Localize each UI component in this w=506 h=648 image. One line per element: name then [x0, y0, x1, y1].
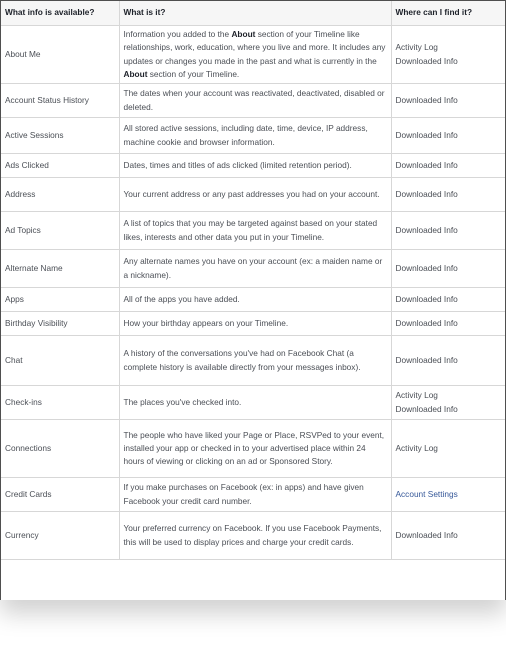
row-location	[391, 118, 505, 154]
location-label: Downloaded Info	[395, 529, 458, 540]
row-info-name: Apps	[1, 288, 119, 312]
header-what-info: What info is available?	[1, 1, 119, 26]
table-row	[1, 420, 505, 478]
table-row	[1, 118, 505, 154]
row-location	[391, 26, 505, 84]
location-label: Activity Log	[395, 390, 438, 401]
table-row	[1, 178, 505, 212]
table-row	[1, 512, 505, 560]
description-text: section of your Timeline.	[147, 68, 240, 79]
row-description: How your birthday appears on your Timeline.	[119, 312, 391, 336]
location-label: Downloaded Info	[395, 94, 458, 105]
row-info-name: Account Status History	[1, 84, 119, 118]
row-location	[391, 288, 505, 312]
row-info-name: Ads Clicked	[1, 154, 119, 178]
table-row	[1, 288, 505, 312]
row-info-name: Address	[1, 178, 119, 212]
description-emphasis: About	[231, 28, 256, 39]
row-info-name: Chat	[1, 336, 119, 386]
location-label: Downloaded Info	[395, 55, 458, 66]
table-row	[1, 84, 505, 118]
row-location	[391, 154, 505, 178]
row-location	[391, 250, 505, 288]
row-description: If you make purchases on Facebook (ex: in apps) and have given Facebook your credit card number.	[119, 478, 391, 512]
header-what-is-it: What is it?	[119, 1, 391, 26]
location-label: Downloaded Info	[395, 129, 458, 140]
location-label: Activity Log	[395, 42, 438, 53]
row-location	[391, 478, 505, 512]
row-info-name: Credit Cards	[1, 478, 119, 512]
location-label: Downloaded Info	[395, 403, 458, 414]
row-description: The dates when your account was reactivated, deactivated, disabled or deleted.	[119, 84, 391, 118]
row-description: Your preferred currency on Facebook. If you use Facebook Payments, this will be used to display prices and charge your credit cards.	[119, 512, 391, 560]
row-location	[391, 386, 505, 420]
location-label: Downloaded Info	[395, 317, 458, 328]
row-info-name: Connections	[1, 420, 119, 478]
row-description: Any alternate names you have on your account (ex: a maiden name or a nickname).	[119, 250, 391, 288]
row-info-name: Birthday Visibility	[1, 312, 119, 336]
location-label: Downloaded Info	[395, 293, 458, 304]
row-location	[391, 212, 505, 250]
row-description: All of the apps you have added.	[119, 288, 391, 312]
row-location	[391, 336, 505, 386]
row-description	[119, 26, 391, 84]
row-info-name: Alternate Name	[1, 250, 119, 288]
location-label: Downloaded Info	[395, 354, 458, 365]
row-description: All stored active sessions, including date, time, device, IP address, machine cookie and browser information.	[119, 118, 391, 154]
row-location	[391, 84, 505, 118]
table-row	[1, 250, 505, 288]
row-location	[391, 420, 505, 478]
info-table	[1, 1, 505, 560]
account-settings-link[interactable]: Account Settings	[395, 488, 458, 499]
row-description: Your current address or any past addresses you had on your account.	[119, 178, 391, 212]
row-location	[391, 512, 505, 560]
table-row	[1, 386, 505, 420]
location-label: Downloaded Info	[395, 159, 458, 170]
location-label: Activity Log	[395, 442, 438, 453]
table-row	[1, 478, 505, 512]
row-info-name: Ad Topics	[1, 212, 119, 250]
location-label: Downloaded Info	[395, 224, 458, 235]
table-row	[1, 336, 505, 386]
table-row	[1, 312, 505, 336]
row-description: The places you've checked into.	[119, 386, 391, 420]
row-description: Dates, times and titles of ads clicked (limited retention period).	[119, 154, 391, 178]
row-info-name: Currency	[1, 512, 119, 560]
row-description: A list of topics that you may be targeted against based on your stated likes, interests and other data you put in your Timeline.	[119, 212, 391, 250]
description-emphasis: About	[123, 68, 148, 79]
location-label: Downloaded Info	[395, 188, 458, 199]
row-info-name: Active Sessions	[1, 118, 119, 154]
table-row	[1, 26, 505, 84]
description-text: Information you added to the	[123, 28, 232, 39]
table-row	[1, 212, 505, 250]
location-label: Downloaded Info	[395, 262, 458, 273]
row-location	[391, 178, 505, 212]
row-info-name: About Me	[1, 26, 119, 84]
row-description: The people who have liked your Page or Place, RSVPed to your event, installed your app or checked in to your advertised place within 24 hours of viewing or clicking on an ad or Sponsored Story.	[119, 420, 391, 478]
header-where-find: Where can I find it?	[391, 1, 505, 26]
row-info-name: Check-ins	[1, 386, 119, 420]
description-text: section of your Timeline like relationships, work, education, where you live and more. It includes any updates or changes you made in the past and what is currently in the	[123, 28, 386, 66]
row-description: A history of the conversations you've had on Facebook Chat (a complete history is available directly from your messages inbox).	[119, 336, 391, 386]
table-header-row	[1, 1, 505, 26]
table-row	[1, 154, 505, 178]
row-location	[391, 312, 505, 336]
